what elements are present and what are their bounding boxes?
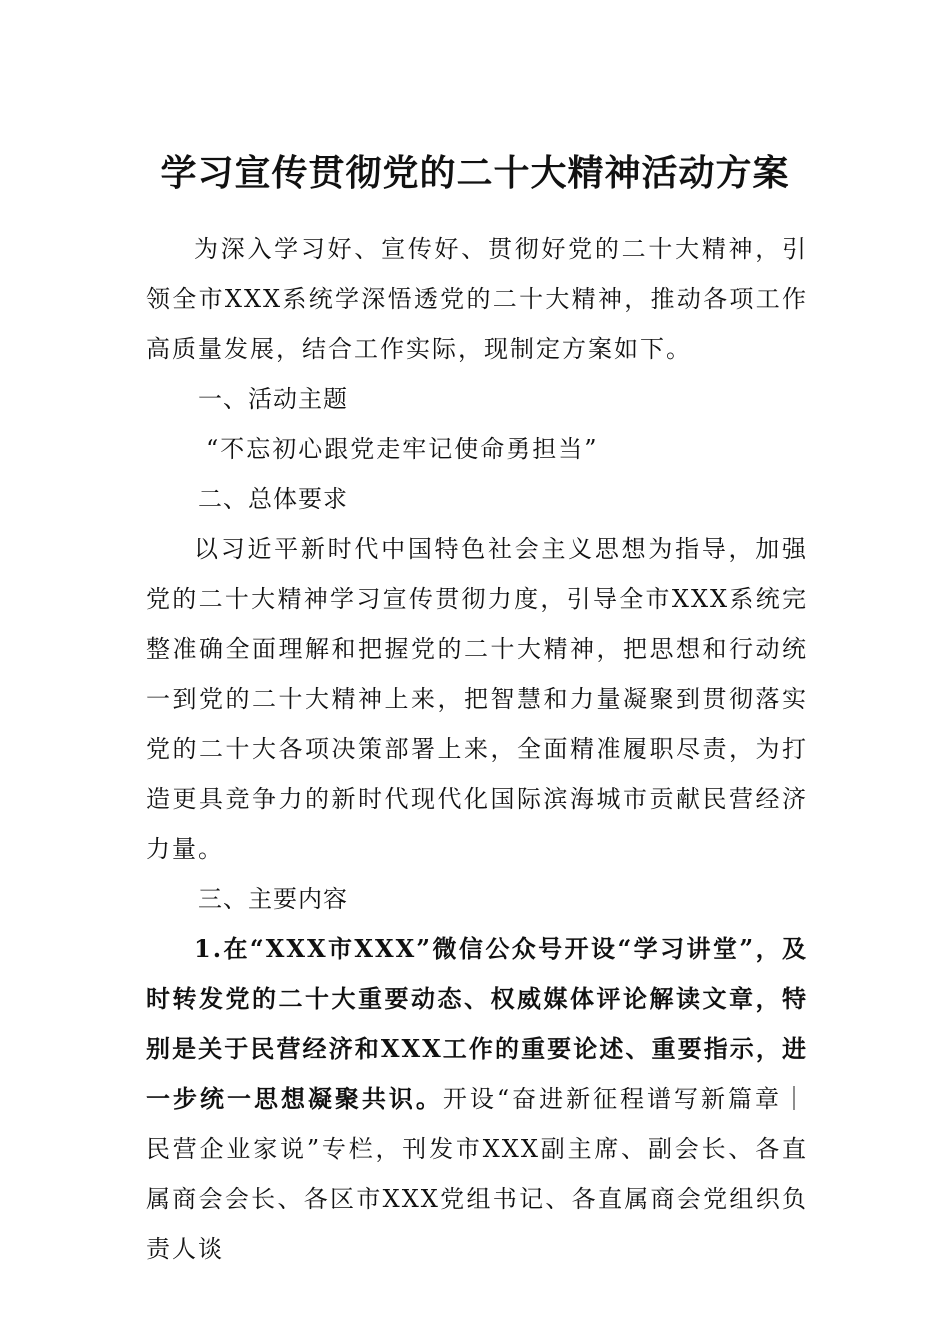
- document-body: [146, 224, 808, 1274]
- content-item-1-detail: 开设“奋进新征程谱写新篇章｜民营企业家说”专栏，刊发市XXX副主席、副会长、各直属商会会长、各区市XXX党组书记、各直属商会党组织负责人谈: [146, 1085, 808, 1263]
- activity-theme: “不忘初心跟党走牢记使命勇担当”: [206, 435, 599, 463]
- section-heading-theme: 一、活动主题: [198, 385, 348, 413]
- content-item-1: [146, 924, 808, 1274]
- section-heading-content: 三、主要内容: [198, 885, 348, 913]
- content-item-1-lead: 1.在“XXX市XXX”微信公众号开设“学习讲堂”，及时转发党的二十大重要动态、权威媒体评论解读文章，特别是关于民营经济和XXX工作的重要论述、重要指示，进一步统一思想凝聚共识。: [146, 934, 808, 1113]
- intro-paragraph: 为深入学习好、宣传好、贯彻好党的二十大精神，引领全市XXX系统学深悟透党的二十大精神，推动各项工作高质量发展，结合工作实际，现制定方案如下。: [146, 235, 808, 363]
- requirements-paragraph: 以习近平新时代中国特色社会主义思想为指导，加强党的二十大精神学习宣传贯彻力度，引导全市XXX系统完整准确全面理解和把握党的二十大精神，把思想和行动统一到党的二十大精神上来，把智慧和力量凝聚到贯彻落实党的二十大各项决策部署上来，全面精准履职尽责，为打造更具竞争力的新时代现代化国际滨海城市贡献民营经济力量。: [146, 535, 808, 863]
- document-title: 学习宣传贯彻党的二十大精神活动方案: [160, 152, 790, 194]
- section-heading-requirements: 二、总体要求: [198, 485, 348, 513]
